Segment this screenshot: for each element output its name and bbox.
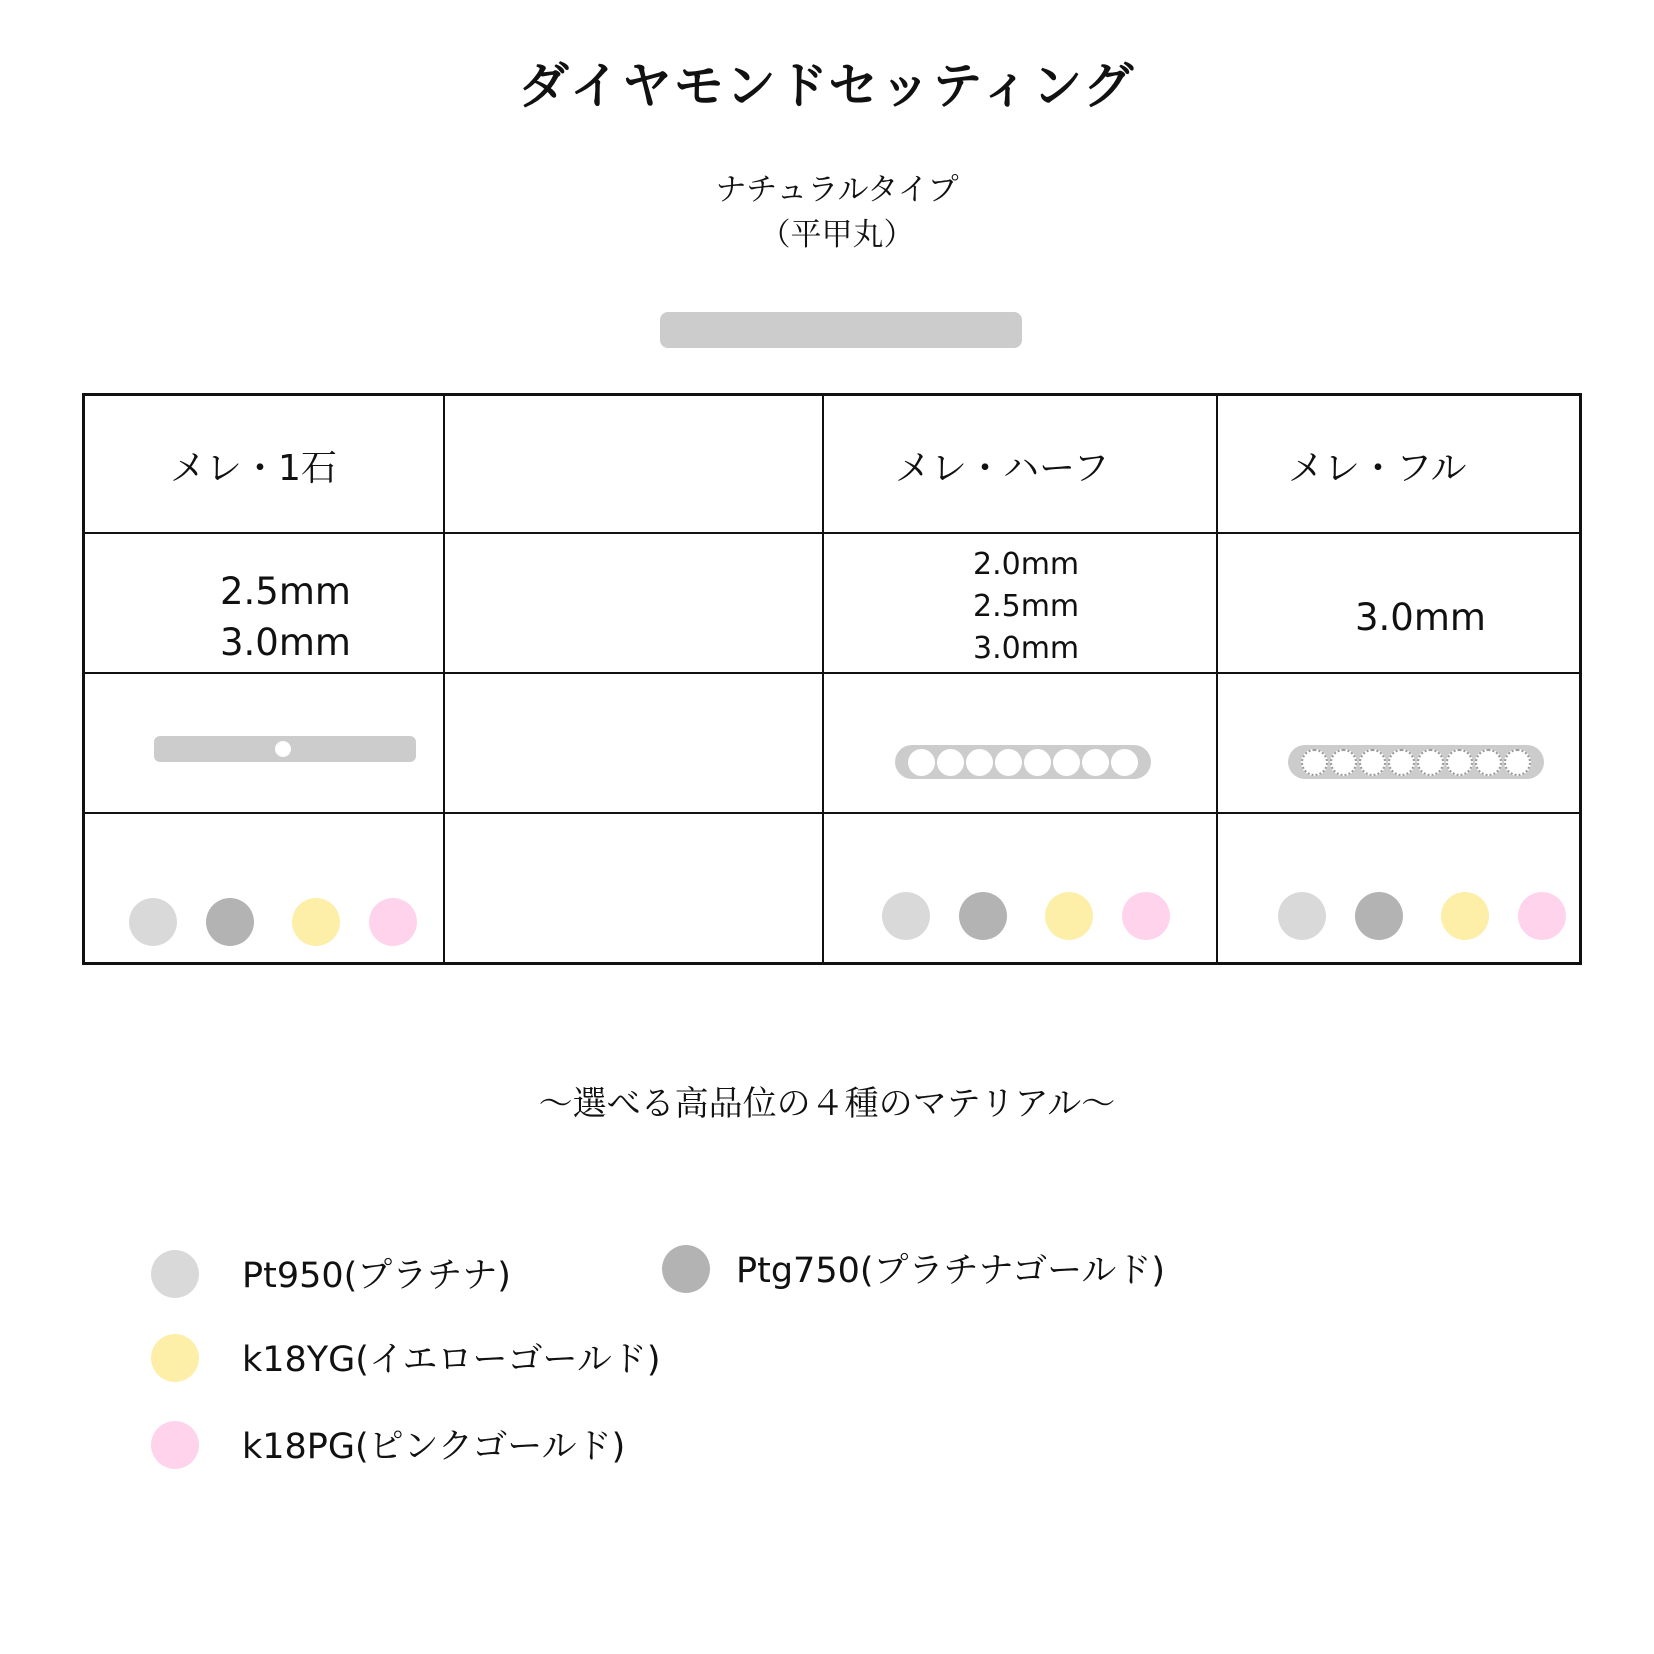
diamond-stone <box>1301 749 1328 776</box>
material-dot-ptg750 <box>206 898 254 946</box>
diamond-stone <box>966 749 993 776</box>
size-value: 2.0mm <box>973 547 1080 582</box>
diamond-stone <box>1388 749 1415 776</box>
material-dot-k18pg <box>1518 892 1566 940</box>
setting-table <box>82 393 1582 965</box>
row-divider <box>85 532 1579 534</box>
legend-label-ptg750: Ptg750(プラチナゴールド) <box>736 1251 1166 1291</box>
material-dot-k18yg <box>1441 892 1489 940</box>
legend-label-k18yg: k18YG(イエローゴールド) <box>242 1340 661 1380</box>
material-dot-k18pg <box>369 898 417 946</box>
header-full-eternity: メレ・フル <box>1288 448 1467 489</box>
material-dot-k18pg <box>1122 892 1170 940</box>
diamond-stone <box>1446 749 1473 776</box>
page-title: ダイヤモンドセッティング <box>518 57 1136 115</box>
material-dot-pt950 <box>882 892 930 940</box>
ring-profile-illustration <box>660 312 1022 348</box>
size-value: 3.0mm <box>1355 596 1486 639</box>
row-divider <box>85 672 1579 674</box>
material-dot-pt950 <box>129 898 177 946</box>
full-eternity-band-illustration <box>1288 745 1544 779</box>
diamond-stone <box>1053 749 1080 776</box>
legend-dot-k18pg <box>151 1421 199 1469</box>
diamond-stone <box>1417 749 1444 776</box>
legend-dot-k18yg <box>151 1334 199 1382</box>
size-value: 3.0mm <box>973 631 1080 666</box>
column-divider <box>1216 396 1218 962</box>
legend-label-k18pg: k18PG(ピンクゴールド) <box>242 1427 626 1467</box>
diamond-stone <box>1111 749 1138 776</box>
subtitle <box>0 168 1654 258</box>
subtitle-line-1: ナチュラルタイプ <box>715 172 959 208</box>
size-value: 3.0mm <box>220 621 351 664</box>
material-dot-k18yg <box>1045 892 1093 940</box>
diamond-stone <box>1024 749 1051 776</box>
diamond-stone <box>1475 749 1502 776</box>
diamond-stone <box>1504 749 1531 776</box>
diamond-stone <box>1082 749 1109 776</box>
diamond-stone <box>908 749 935 776</box>
diamond-stone <box>1359 749 1386 776</box>
column-divider <box>822 396 824 962</box>
diamond-stone <box>1330 749 1357 776</box>
row-divider <box>85 812 1579 814</box>
sizes-single-stone <box>220 566 351 668</box>
size-value: 2.5mm <box>973 589 1080 624</box>
material-dot-ptg750 <box>1355 892 1403 940</box>
column-divider <box>443 396 445 962</box>
legend-label-pt950: Pt950(プラチナ) <box>242 1256 511 1296</box>
diamond-stone <box>995 749 1022 776</box>
subtitle-line-2: （平甲丸） <box>759 217 915 253</box>
material-dot-k18yg <box>292 898 340 946</box>
single-stone-diamond <box>275 741 291 757</box>
diamond-stone <box>937 749 964 776</box>
legend-dot-pt950 <box>151 1250 199 1298</box>
header-half-eternity: メレ・ハーフ <box>895 448 1110 489</box>
legend-dot-ptg750 <box>662 1245 710 1293</box>
sizes-full-eternity <box>1355 592 1486 643</box>
material-dot-pt950 <box>1278 892 1326 940</box>
sizes-half-eternity <box>973 544 1079 670</box>
material-dot-ptg750 <box>959 892 1007 940</box>
size-value: 2.5mm <box>220 570 351 613</box>
header-single-stone: メレ・1石 <box>170 448 337 489</box>
materials-heading: 〜選べる高品位の４種のマテリアル〜 <box>538 1084 1116 1124</box>
half-eternity-band-illustration <box>895 745 1151 779</box>
